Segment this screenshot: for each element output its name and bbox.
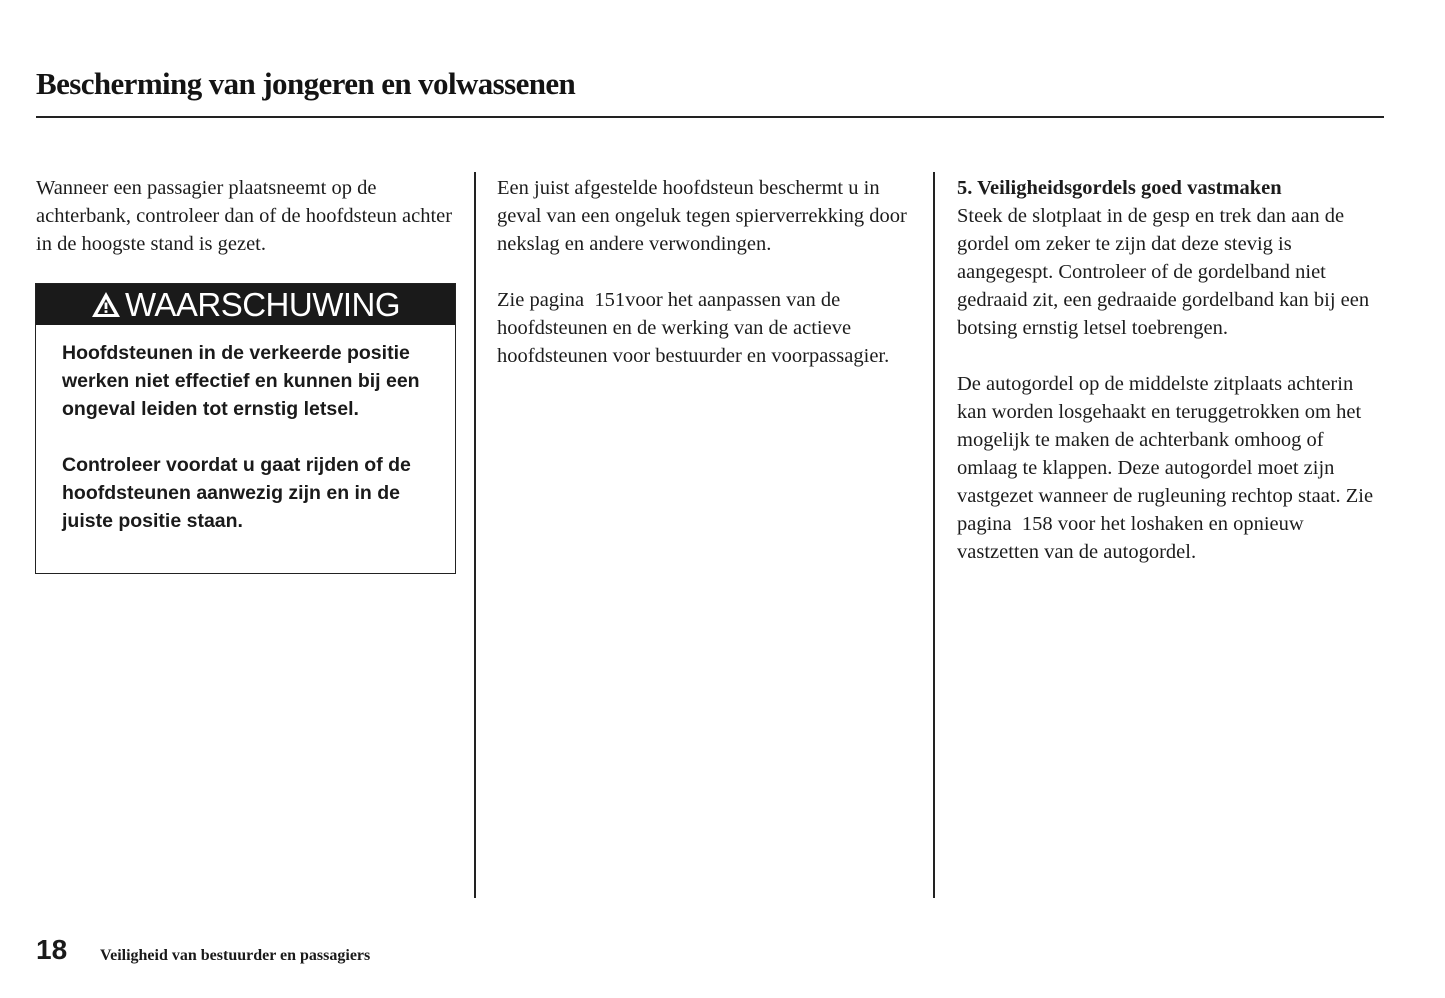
page-number: 18 <box>36 934 68 965</box>
middle-seatbelt-paragraph: De autogordel op de middelste zitplaats achterin kan worden losgehaakt en teruggetrokken om het mogelijk te maken de achterbank omhoog of omlaag te klappen. Deze autogordel moet zijn vastgezet wanneer de rugleuning rechtop staat. Zie pagina 158 voor het loshaken en opnieuw vastzetten van de autogordel. <box>957 373 1379 563</box>
page-title: Bescherming van jongeren en volwassenen <box>36 66 576 101</box>
headrest-paragraph: Een juist afgestelde hoofdsteun beschermt u in geval van een ongeluk tegen spierverrekking door nekslag en andere verwondingen. <box>497 177 907 255</box>
headrest-reference-paragraph: Zie pagina 151voor het aanpassen van de hoofdsteunen en de werking van de actieve hoofdsteunen voor bestuurder en voorpassagier. <box>497 289 890 367</box>
column-3 <box>957 174 1387 594</box>
warning-paragraph-2: Controleer voordat u gaat rijden of de hoofdsteunen aanwezig zijn en in de juiste positie staan. <box>62 454 411 532</box>
intro-paragraph: Wanneer een passagier plaatsneemt op de achterbank, controleer dan of de hoofdsteun achter in de hoogste stand is gezet. <box>36 177 453 255</box>
column-divider-1 <box>474 172 476 898</box>
warning-title: WAARSCHUWING <box>124 285 401 323</box>
seatbelt-paragraph: Steek de slotplaat in de gesp en trek dan aan de gordel om zeker te zijn dat deze stevig is aangegespt. Controleer of de gordelband niet gedraaid zit, een gedraaide gordelband kan bij een botsing ernstig letsel toebrengen. <box>957 205 1370 339</box>
warning-triangle-icon <box>91 291 121 318</box>
warning-body <box>36 325 455 535</box>
warning-paragraph-1: Hoofdsteunen in de verkeerde positie werken niet effectief en kunnen bij een ongeval leiden tot ernstig letsel. <box>62 342 420 420</box>
column-divider-2 <box>933 172 935 898</box>
warning-header <box>36 284 455 325</box>
column-1 <box>36 174 461 286</box>
title-rule <box>36 116 1384 118</box>
warning-box <box>35 283 456 574</box>
section-heading: 5. Veiligheidsgordels goed vastmaken <box>957 177 1282 199</box>
footer-section-title: Veiligheid van bestuurder en passagiers <box>100 947 371 964</box>
column-2 <box>497 174 917 398</box>
